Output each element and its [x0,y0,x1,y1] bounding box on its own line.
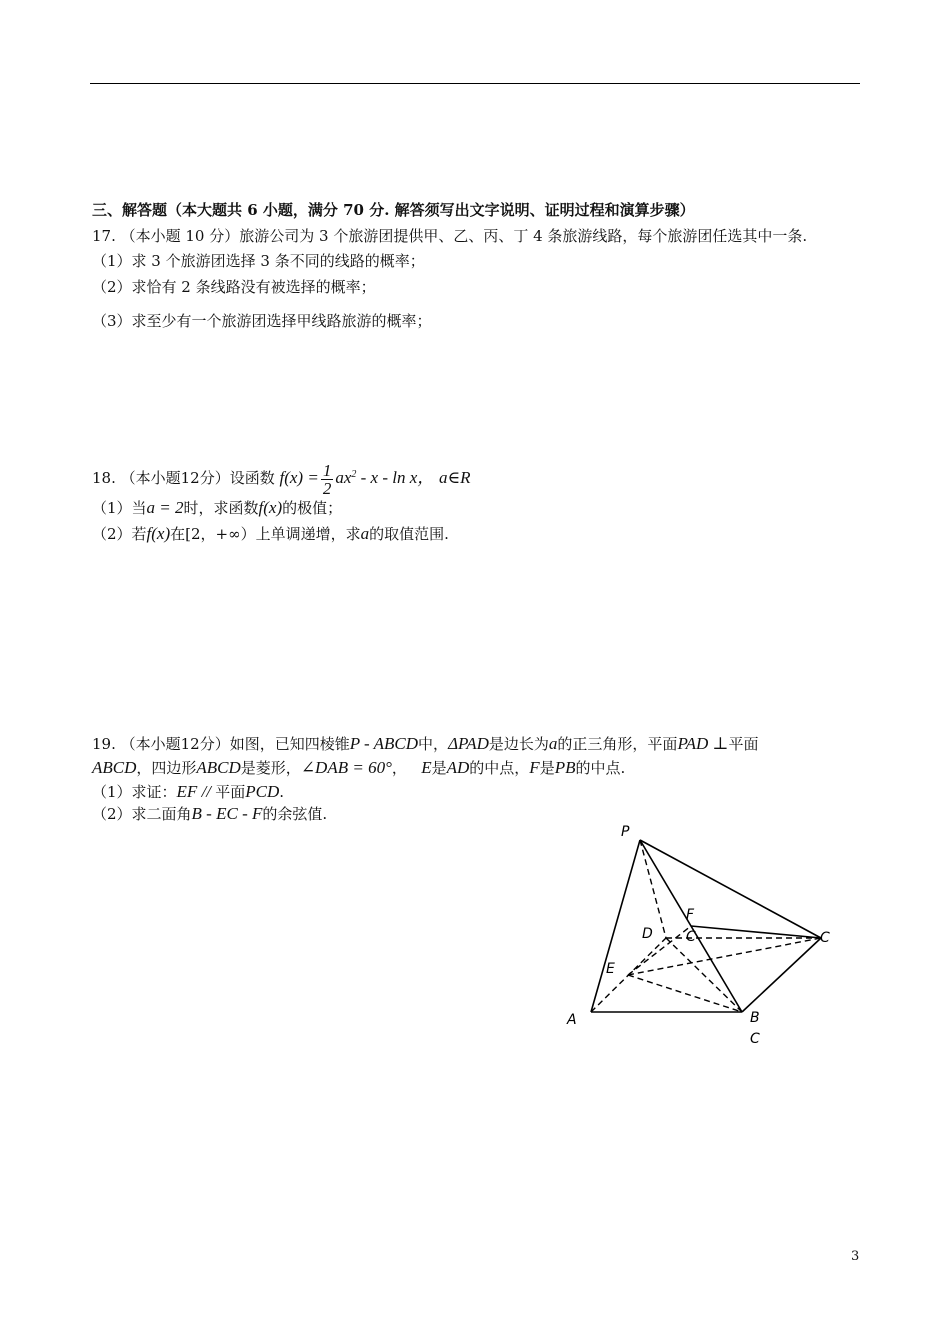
segment-EF-hidden [628,926,691,975]
q18-fx: f(x) = [279,468,319,487]
q18-part2 [92,524,449,544]
label-B: B [750,1010,760,1026]
q18-part2-c: 的取值范围. [369,525,449,543]
q18-statement [92,458,471,497]
q19-l1-d: 的正三角形，平面 [557,735,678,753]
q19-l2-e: 的中点， [469,759,530,777]
q19-part1-a: （1）求证： [92,783,177,801]
segment-EC-hidden [628,938,821,975]
edge-BC [742,938,821,1012]
q19-l2-m2: ABCD [196,758,241,777]
q19-l1-e: 平面 [728,735,759,753]
label-C-below: C [750,1031,760,1047]
q19-l2-f: 是 [539,759,555,777]
q18-rest: - x - ln x， [356,468,435,487]
q19-l1-m2: ΔPAD [448,734,489,753]
edge-PA [591,840,640,1012]
q18-frac-den: 2 [322,478,332,498]
q18-prefix: 18. （本小题12分）设函数 [92,469,275,487]
q17-part2: （2）求恰有 2 条线路没有被选择的概率； [92,278,376,296]
q18-part2-b: 在[2，+∞）上单调递增，求 [170,525,361,543]
q19-line1 [92,734,759,754]
q19-l2-b: 是菱形， [240,759,301,777]
q18-exponent: 2 [351,469,357,480]
q19-l2-c: ， [391,759,407,777]
q18-part2-math: a [360,524,370,543]
q19-l2-m3: ∠DAB = 60° [300,758,392,777]
q19-part2-a: （2）求二面角 [92,805,192,823]
q19-l2-m7: PB [554,758,576,777]
q19-l2-d: 是 [431,759,447,777]
q19-part1-c: . [279,783,285,801]
q18-fraction [321,462,334,497]
q19-l1-a: 19. （本小题12分）如图，已知四棱锥 [92,735,350,753]
label-F: F [686,907,695,923]
q18-part2-fx: f(x) [146,524,171,543]
q19-part2-math: B - EC - F [191,804,263,823]
q18-part1-fx: f(x) [258,498,283,517]
q19-l1-m4: PAD ⊥ [677,734,729,753]
segment-EB-hidden [628,975,742,1012]
q18-term-a: ax [335,468,352,487]
q19-part1 [92,782,284,802]
q18-part1-math: a = 2 [146,498,184,517]
page-number: 3 [851,1249,860,1264]
q17-intro: 17. （本小题 10 分）旅游公司为 3 个旅游团提供甲、乙、丙、丁 4 条旅游线路，每个旅游团任选其中一条. [92,227,808,245]
label-C-right: C [820,930,830,946]
q19-l1-m3: a [548,734,558,753]
q19-part2 [92,804,327,824]
q19-l1-c: 是边长为 [488,735,549,753]
q19-l2-a: ，四边形 [136,759,197,777]
label-C-mid: C [686,929,696,945]
label-D: D [642,926,653,942]
q19-l2-m5: AD [446,758,470,777]
edge-PC [640,840,821,938]
q19-l2-g: 的中点. [575,759,626,777]
q17-part1: （1）求 3 个旅游团选择 3 条不同的线路的概率； [92,252,425,270]
q18-domain: a∈R [439,468,471,487]
q18-part1-c: 的极值； [282,499,343,517]
q18-part1-a: （1）当 [92,499,147,517]
q19-l1-b: 中， [418,735,449,753]
edge-PD-hidden [640,840,666,938]
q19-l1-m1: P - ABCD [349,734,419,753]
q19-l2-m6: F [529,758,540,777]
label-A: A [567,1012,577,1028]
pyramid-figure [560,820,860,1050]
q18-part1 [92,498,342,518]
q19-l2-m1: ABCD [92,758,137,777]
q17-part3: （3）求至少有一个旅游团选择甲线路旅游的概率； [92,312,432,330]
q19-part1-math: EF // [176,782,216,801]
q19-part2-b: 的余弦值. [262,805,328,823]
q19-part1-math2: PCD [245,782,280,801]
q19-part1-b: 平面 [215,783,246,801]
q19-line2 [92,758,625,778]
q18-part1-b: 时，求函数 [183,499,259,517]
q18-frac-num: 1 [322,460,332,480]
label-P: P [621,824,630,840]
section-heading: 三、解答题（本大题共 6 小题，满分 70 分. 解答须写出文字说明、证明过程和演算步骤） [92,201,695,219]
label-E: E [606,961,615,977]
header-rule [90,83,860,84]
q18-part2-a: （2）若 [92,525,147,543]
q19-l2-m4: E [421,758,432,777]
